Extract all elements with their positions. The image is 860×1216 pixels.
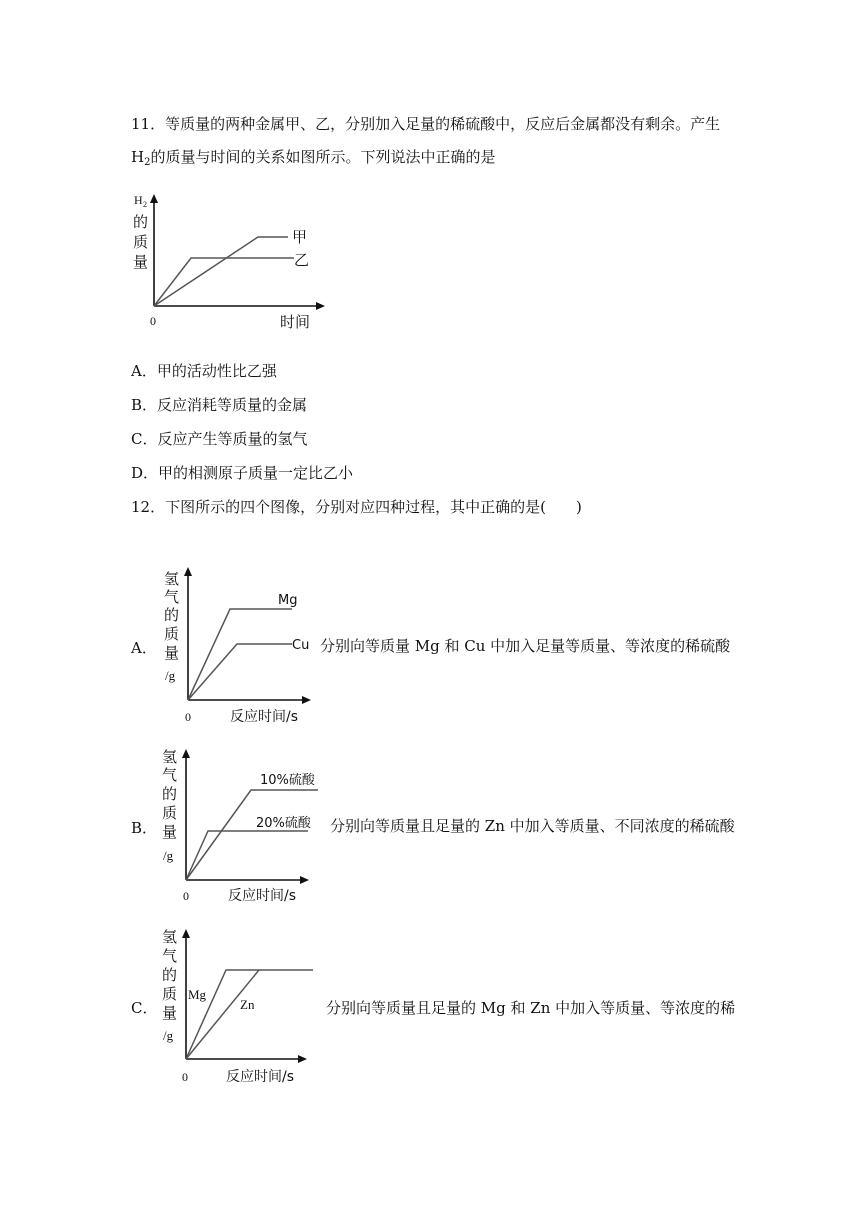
q12-option-b-letter: B． (131, 819, 158, 837)
series-mg-line (186, 970, 313, 1059)
series-mg-line (188, 609, 292, 700)
ylabel-char: 质 (162, 804, 178, 822)
q12-option-a-letter: A． (131, 639, 157, 657)
series-zn-label: Zn (240, 997, 255, 1012)
origin: 0 (182, 1070, 188, 1084)
q11-h2-subscript: 2 (144, 157, 151, 168)
ylabel-char: 量 (164, 644, 180, 662)
option-letter: D． (131, 464, 159, 482)
q11-series-jia-line (154, 237, 288, 306)
ylabel-char: 的 (162, 966, 178, 984)
q11-ylabel-char: 质 (133, 233, 149, 251)
q11-ylabel-char: 量 (133, 253, 149, 271)
series-cu-label: Cu (292, 638, 310, 653)
y-arrow (182, 929, 190, 938)
option-letter: C． (131, 430, 158, 448)
q12-option-c-text: 分别向等质量且足量的 Mg 和 Zn 中加入等质量、等浓度的稀 (326, 999, 736, 1017)
ylabel-unit: /g (163, 1028, 174, 1043)
q11-stem-line1 (131, 113, 720, 134)
q11-x-arrow (316, 302, 325, 310)
q11-series-yi-line (154, 258, 294, 306)
q12-graph-b (158, 742, 328, 907)
origin: 0 (183, 889, 189, 903)
x-arrow (302, 696, 311, 704)
option-letter: B． (131, 396, 158, 414)
q12-option-a-text: 分别向等质量 Mg 和 Cu 中加入足量等质量、等浓度的稀硫酸 (320, 637, 731, 655)
q12-number: 12． (131, 498, 166, 516)
ylabel-char: 质 (164, 625, 180, 643)
series-mg-label: Mg (278, 593, 298, 608)
q11-ylabel-char: 的 (133, 213, 149, 231)
q12-option-b-text: 分别向等质量且足量的 Zn 中加入等质量、不同浓度的稀硫酸 (330, 817, 735, 835)
q11-series-jia-label: 甲 (292, 228, 308, 246)
y-arrow (184, 567, 192, 576)
ylabel-unit: /g (165, 668, 176, 683)
ylabel-char: 量 (162, 1004, 178, 1022)
x-arrow (300, 876, 309, 884)
series-mg-label: Mg (188, 987, 207, 1002)
option-text: 反应产生等质量的氢气 (157, 430, 308, 448)
q11-ylabel-h: H (134, 193, 143, 207)
q11-option-c (131, 428, 308, 449)
ylabel-char: 氢 (162, 928, 178, 946)
q11-h2-symbol: H (131, 148, 145, 166)
q11-number: 11． (131, 115, 166, 133)
q11-option-b (131, 394, 307, 415)
q11-stem-text-1: 等质量的两种金属甲、乙，分别加入足量的稀硫酸中，反应后金属都没有剩余。产生 (165, 115, 721, 133)
ylabel-char: 氢 (164, 570, 180, 588)
q12-stem (131, 496, 582, 517)
ylabel-char: 气 (164, 588, 180, 606)
q11-option-d (131, 462, 353, 483)
ylabel-char: 气 (162, 947, 178, 965)
origin: 0 (185, 710, 191, 724)
ylabel-char: 气 (162, 766, 178, 784)
xlabel: 反应时间/s (230, 709, 299, 725)
xlabel: 反应时间/s (226, 1069, 295, 1085)
q11-y-arrow (150, 194, 158, 203)
q11-xlabel: 时间 (280, 313, 311, 331)
series-20pct-label: 20%硫酸 (256, 816, 311, 831)
q12-stem-text: 下图所示的四个图像，分别对应四种过程，其中正确的是( ) (165, 498, 582, 516)
option-text: 甲的活动性比乙强 (156, 362, 277, 380)
ylabel-unit: /g (163, 848, 174, 863)
y-arrow (182, 749, 190, 758)
q11-graph (128, 188, 333, 333)
q11-ylabel-sub: 2 (143, 200, 147, 209)
option-text: 甲的相测原子质量一定比乙小 (158, 464, 354, 482)
q11-stem-text-2: 的质量与时间的关系如图所示。下列说法中正确的是 (150, 148, 496, 166)
ylabel-char: 质 (162, 985, 178, 1003)
q12-graph-a (160, 562, 320, 730)
xlabel: 反应时间/s (228, 888, 297, 904)
option-letter: A． (131, 362, 157, 380)
ylabel-char: 的 (162, 785, 178, 803)
q11-stem-line2 (131, 146, 495, 168)
series-10pct-label: 10%硫酸 (260, 773, 315, 788)
option-text: 反应消耗等质量的金属 (157, 396, 308, 414)
x-arrow (298, 1055, 307, 1063)
q11-series-yi-label: 乙 (294, 251, 310, 269)
ylabel-char: 氢 (162, 748, 178, 766)
q11-origin: 0 (150, 314, 156, 328)
series-zn-line (186, 970, 259, 1059)
ylabel-char: 的 (164, 606, 180, 624)
q11-option-a (131, 360, 277, 381)
q12-graph-c (158, 922, 323, 1087)
series-cu-line (188, 644, 292, 700)
q12-option-c-letter: C． (131, 999, 158, 1017)
ylabel-char: 量 (162, 823, 178, 841)
